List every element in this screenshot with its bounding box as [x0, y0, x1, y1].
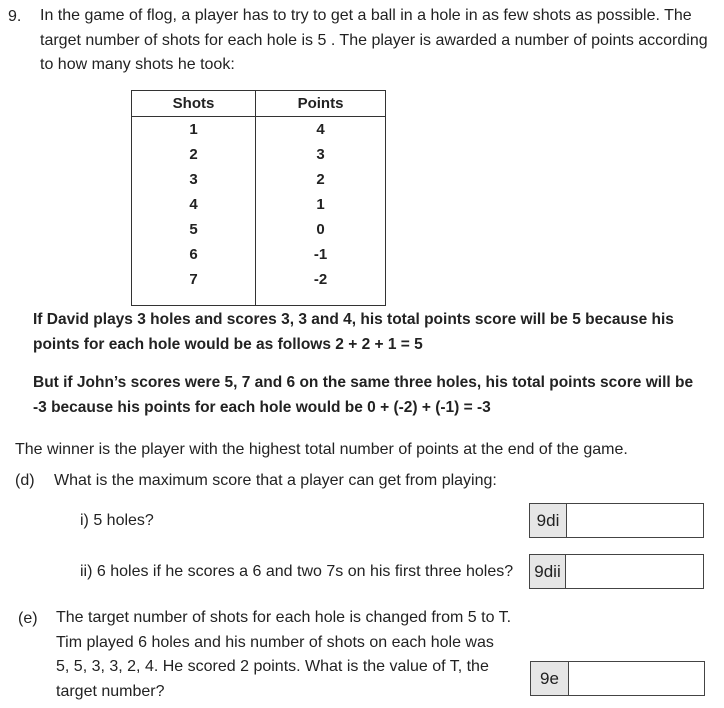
part-e-label: (e) — [18, 610, 38, 627]
answer-box-code: 9di — [530, 504, 567, 537]
answer-box-code: 9e — [531, 662, 569, 695]
answer-input-9dii[interactable] — [566, 555, 703, 588]
table-row — [132, 117, 386, 142]
part-d-ii-text: ii) 6 holes if he scores a 6 and two 7s on his first three holes? — [80, 563, 514, 580]
example-line: If David plays 3 holes and scores 3, 3 and 4, his total points score will be 5 because his — [33, 311, 674, 328]
cell-shots: 1 — [132, 117, 256, 142]
intro-line: to how many shots he took: — [40, 56, 235, 73]
table-header-row — [132, 91, 386, 117]
table-row — [132, 167, 386, 192]
cell-points: 4 — [256, 117, 386, 142]
example-line: -3 because his points for each hole would be 0 + (-2) + (-1) = -3 — [33, 398, 491, 416]
pad-cell — [256, 292, 386, 306]
part-e-line: Tim played 6 holes and his number of shots on each hole was — [56, 633, 494, 651]
part-e-text — [56, 606, 511, 704]
cell-shots: 5 — [132, 217, 256, 242]
cell-points: -1 — [256, 242, 386, 267]
cell-shots: 6 — [132, 242, 256, 267]
answer-box-9di[interactable] — [529, 503, 704, 538]
part-d-label: (d) — [15, 472, 35, 489]
cell-points: 1 — [256, 192, 386, 217]
answer-input-9di[interactable] — [567, 504, 703, 537]
question-intro — [40, 4, 708, 78]
cell-points: -2 — [256, 267, 386, 292]
table-row — [132, 267, 386, 292]
table-row — [132, 192, 386, 217]
david-example — [33, 308, 674, 357]
table-row — [132, 142, 386, 167]
part-d-text: What is the maximum score that a player can get from playing: — [54, 472, 497, 489]
answer-box-code: 9dii — [530, 555, 566, 588]
question-number: 9. — [8, 8, 22, 25]
john-example — [33, 371, 693, 420]
winner-statement: The winner is the player with the highest total number of points at the end of the game. — [15, 441, 628, 458]
intro-line: target number of shots for each hole is 5 . The player is awarded a number of points according — [40, 31, 708, 49]
pad-cell — [132, 292, 256, 306]
cell-points: 2 — [256, 167, 386, 192]
answer-box-9dii[interactable] — [529, 554, 704, 589]
part-e-line: The target number of shots for each hole is changed from 5 to T. — [56, 609, 512, 626]
cell-points: 0 — [256, 217, 386, 242]
header-points: Points — [256, 91, 386, 117]
cell-points: 3 — [256, 142, 386, 167]
table-row — [132, 242, 386, 267]
cell-shots: 4 — [132, 192, 256, 217]
example-line: But if John’s scores were 5, 7 and 6 on the same three holes, his total points score will be — [33, 374, 694, 391]
part-e-line: 5, 5, 3, 3, 2, 4. He scored 2 points. What is the value of T, the — [56, 658, 489, 675]
example-line: points for each hole would be as follows 2 + 2 + 1 = 5 — [33, 335, 423, 353]
part-d-i-text: i) 5 holes? — [80, 512, 154, 529]
table-padding-row — [132, 292, 386, 306]
cell-shots: 2 — [132, 142, 256, 167]
answer-input-9e[interactable] — [569, 662, 704, 695]
answer-box-9e[interactable] — [530, 661, 705, 696]
intro-line: In the game of flog, a player has to try to get a ball in a hole in as few shots as possible. The — [40, 7, 692, 24]
cell-shots: 3 — [132, 167, 256, 192]
header-shots: Shots — [132, 91, 256, 117]
cell-shots: 7 — [132, 267, 256, 292]
table-row — [132, 217, 386, 242]
points-table — [131, 90, 386, 306]
part-e-line: target number? — [56, 682, 165, 700]
